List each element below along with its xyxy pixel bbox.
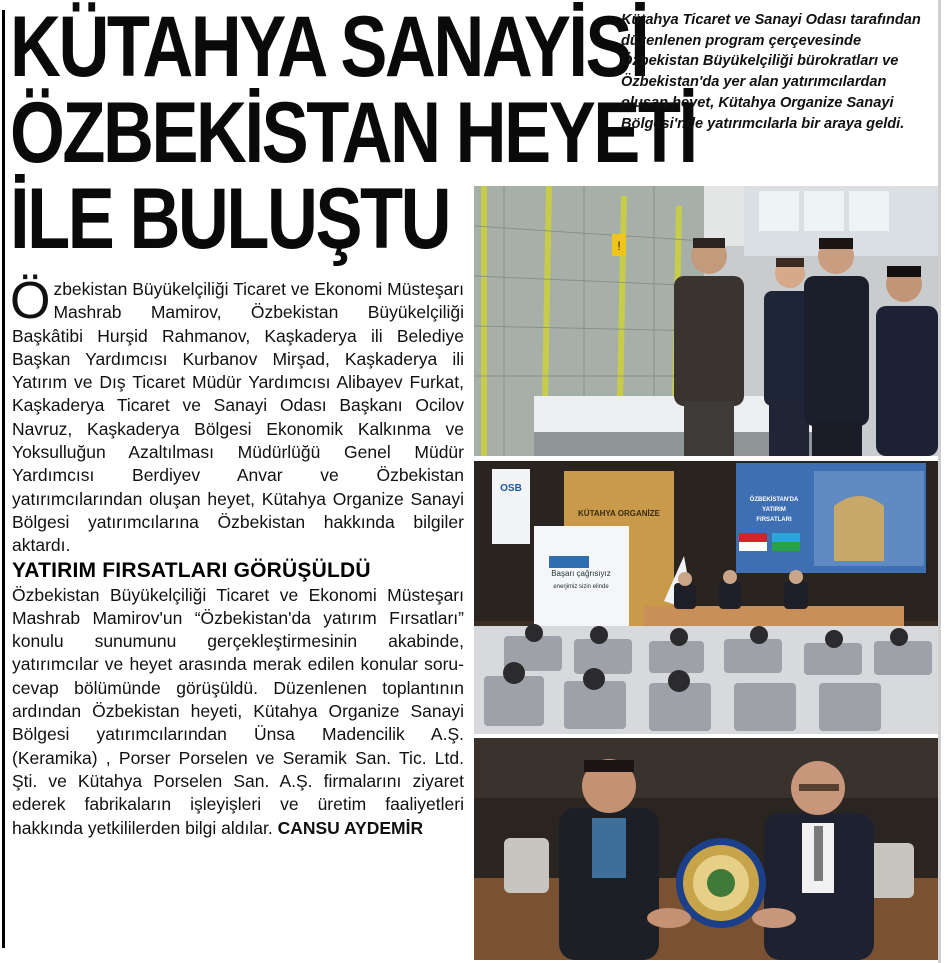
section-subheading: YATIRIM FIRSATLARI GÖRÜŞÜLDÜ	[12, 558, 371, 582]
paragraph-2-text: Özbekistan Büyükelçiliği Ticaret ve Ekonomi Müsteşarı Mashrab Mamirov'un “Özbekistan'da yatırım Fırsatları” konulu sunumunu gerçekleştirmesinin akabinde, yatırımcılar ve heyet arasında merak edilen konular soru-cevap bölümünde görüşüldü. Düzenlenen toplantının ardından Özbekistan heyeti, Kütahya Organize Sanayi Bölgesi yatırımcılarından Ünsa Madencilik A.Ş. (Keramika) , Porser Porselen ve Seramik San. Tic. Ltd. Şti. ve Kütahya Porselen San. A.Ş. firmalarını ziyaret ederek fabrikaların işleyişleri ve üretim faaliyetleri hakkında yetkililerden bilgi aldılar.	[12, 584, 464, 838]
article-paragraph-2	[12, 584, 464, 840]
left-column-rule	[2, 10, 5, 948]
screen-title-3: FIRSATLARI	[756, 517, 792, 523]
meeting-hall-photo	[474, 461, 938, 734]
lede-paragraph: Kütahya Ticaret ve Sanayi Odası tarafından düzenlenen program çerçevesinde Özbekistan Büyükelçiliği bürokratları ve Özbekistan'da yer alan yatırımcılardan oluşan heyet, Kütahya Organize Sanayi Bölgesi'nde yatırımcılarla bir araya geldi.	[621, 12, 921, 132]
drop-cap: Ö	[10, 272, 51, 330]
right-page-edge	[938, 0, 941, 963]
headline-line-3: İLE BULUŞTU	[10, 171, 450, 267]
screen-title-1: ÖZBEKİSTAN'DA	[749, 497, 799, 503]
banner-slogan-2: enerjimiz sizin elinde	[553, 584, 609, 590]
meeting-scene	[474, 461, 938, 734]
factory-scene	[474, 186, 938, 456]
warning-sign-text: !	[617, 239, 621, 253]
headline	[10, 0, 696, 267]
screen-title-2: YATIRIM	[762, 507, 786, 513]
roll-up-banner	[534, 526, 629, 631]
banner-slogan-1: Başarı çağrısıyız	[551, 569, 611, 578]
article-body	[10, 272, 464, 840]
wall-sign-text: KÜTAHYA ORGANİZE	[578, 509, 660, 518]
byline: CANSU AYDEMİR	[277, 817, 424, 838]
osb-flag	[492, 469, 530, 544]
paragraph-1-text: zbekistan Büyükelçiliği Ticaret ve Ekonomi Müsteşarı Mashrab Mamirov, Özbekistan Büyükelçiliği Başkâtibi Hurşid Rahmanov, Kaşkaderya ili Belediye Başkan Yardımcısı Kurbanov Mirşad, Kaşkaderya ili Yatırım ve Dış Ticaret Müdür Yardımcısı Alibayev Furkat, Kaşkaderya Ticaret ve Sanayi Odası Başkanı Ocilov Navruz, Kaşkaderya Bölgesi Ekonomik Kalkınma ve Yoksulluğun Azaltılması Müdürlüğü Genel Müdür Yardımcısı Berdiyev Anvar ve Özbekistan yatırımcılarından oluşan heyet, Kütahya Organize Sanayi Bölgesi yatırımcılarına Özbekistan hakkında bilgiler aktardı.	[12, 279, 464, 556]
headline-line-1: KÜTAHYA SANAYİSİ	[10, 0, 648, 95]
headline-line-2: ÖZBEKİSTAN HEYETİ	[10, 85, 696, 181]
article-paragraph-1	[10, 272, 464, 558]
factory-visit-photo	[474, 186, 938, 456]
plaque-presentation-photo	[474, 738, 938, 960]
plaque-scene	[474, 738, 938, 960]
osb-flag-text: OSB	[500, 483, 522, 494]
